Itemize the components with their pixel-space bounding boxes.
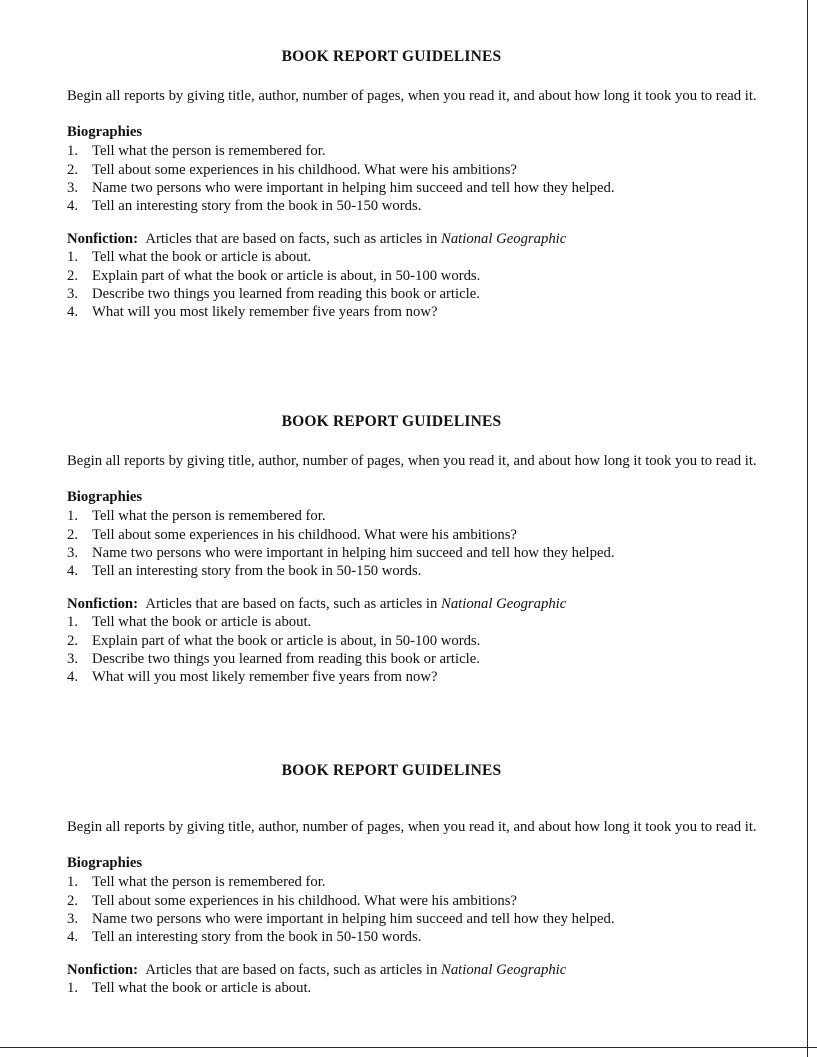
list-item xyxy=(67,650,760,668)
list-item-number: 1. xyxy=(67,614,79,631)
list-item-text: Tell what the person is remembered for. xyxy=(92,143,326,160)
spacer xyxy=(67,216,760,231)
nonfiction-heading xyxy=(67,596,760,614)
nonfiction-publication-title: National Geographic xyxy=(441,230,567,247)
biographies-heading xyxy=(67,855,760,873)
list-item-number: 4. xyxy=(67,198,79,215)
biographies-list xyxy=(67,873,760,946)
intro-paragraph: Begin all reports by giving title, author, number of pages, when you read it, and about how long it took you to read it. xyxy=(67,453,757,470)
list-item-text: Tell what the book or article is about. xyxy=(92,614,312,631)
list-item xyxy=(67,526,760,544)
list-item-text: Describe two things you learned from reading this book or article. xyxy=(92,286,480,303)
list-item xyxy=(67,197,760,215)
spacer xyxy=(67,581,760,596)
spacer xyxy=(67,470,760,489)
list-item xyxy=(67,142,760,160)
biographies-heading xyxy=(67,124,760,142)
list-item-number: 2. xyxy=(67,526,79,543)
list-item-text: Tell what the person is remembered for. xyxy=(92,874,326,891)
list-item-number: 2. xyxy=(67,892,79,909)
list-item-number: 1. xyxy=(67,508,79,525)
list-item-text: Name two persons who were important in helping him succeed and tell how they helped. xyxy=(92,910,615,927)
list-item xyxy=(67,562,760,580)
list-item xyxy=(67,873,760,891)
list-item-text: Explain part of what the book or article is about, in 50-100 words. xyxy=(92,267,481,284)
list-item xyxy=(67,303,760,321)
list-item-number: 2. xyxy=(67,161,79,178)
list-item xyxy=(67,928,760,946)
list-item-number: 3. xyxy=(67,910,79,927)
list-item-text: Explain part of what the book or article is about, in 50-100 words. xyxy=(92,632,481,649)
list-item-number: 3. xyxy=(67,286,79,303)
intro-paragraph: Begin all reports by giving title, author, number of pages, when you read it, and about how long it took you to read it. xyxy=(67,88,757,105)
list-item-number: 1. xyxy=(67,874,79,891)
spacer xyxy=(67,105,760,124)
list-item-number: 4. xyxy=(67,669,79,686)
list-item-text: Tell what the book or article is about. xyxy=(92,980,312,997)
list-item-text: What will you most likely remember five years from now? xyxy=(92,669,438,686)
nonfiction-heading-label: Nonfiction: xyxy=(67,961,138,978)
list-item-number: 1. xyxy=(67,980,79,997)
biographies-heading-label: Biographies xyxy=(67,855,143,872)
nonfiction-heading xyxy=(67,231,760,249)
list-item xyxy=(67,285,760,303)
guidelines-block-3 xyxy=(67,762,760,998)
list-item-number: 3. xyxy=(67,179,79,196)
list-item-text: Name two persons who were important in helping him succeed and tell how they helped. xyxy=(92,544,615,561)
list-item-number: 3. xyxy=(67,651,79,668)
list-item-text: Tell what the book or article is about. xyxy=(92,249,312,266)
nonfiction-description: Articles that are based on facts, such as articles in xyxy=(145,595,438,612)
biographies-heading-label: Biographies xyxy=(67,124,143,141)
nonfiction-heading xyxy=(67,962,760,980)
list-item-text: What will you most likely remember five years from now? xyxy=(92,304,438,321)
list-item-number: 1. xyxy=(67,249,79,266)
nonfiction-publication-title: National Geographic xyxy=(441,961,567,978)
page-title: BOOK REPORT GUIDELINES xyxy=(281,762,502,779)
list-item-number: 4. xyxy=(67,929,79,946)
list-item xyxy=(67,910,760,928)
page-edge-line-right xyxy=(807,0,808,1057)
list-item xyxy=(67,668,760,686)
list-item xyxy=(67,613,760,631)
spacer xyxy=(67,836,760,855)
nonfiction-list xyxy=(67,248,760,321)
nonfiction-list xyxy=(67,613,760,686)
guidelines-block-2 xyxy=(67,413,760,687)
list-item xyxy=(67,179,760,197)
nonfiction-description: Articles that are based on facts, such as articles in xyxy=(145,961,438,978)
list-item-number: 3. xyxy=(67,544,79,561)
list-item-number: 4. xyxy=(67,304,79,321)
spacer xyxy=(67,65,760,87)
list-item xyxy=(67,979,760,997)
list-item xyxy=(67,507,760,525)
page-title: BOOK REPORT GUIDELINES xyxy=(281,413,502,430)
page-edge-line-bottom xyxy=(0,1047,817,1048)
biographies-list xyxy=(67,507,760,580)
biographies-heading-label: Biographies xyxy=(67,489,143,506)
list-item-text: Tell about some experiences in his childhood. What were his ambitions? xyxy=(92,161,517,178)
nonfiction-heading-label: Nonfiction: xyxy=(67,230,138,247)
list-item-text: Tell about some experiences in his childhood. What were his ambitions? xyxy=(92,892,517,909)
list-item xyxy=(67,161,760,179)
nonfiction-heading-label: Nonfiction: xyxy=(67,595,138,612)
biographies-heading xyxy=(67,489,760,507)
list-item-text: Describe two things you learned from reading this book or article. xyxy=(92,651,480,668)
list-item xyxy=(67,892,760,910)
list-item-number: 2. xyxy=(67,267,79,284)
list-item-text: Tell an interesting story from the book in 50-150 words. xyxy=(92,198,422,215)
spacer xyxy=(67,947,760,962)
list-item xyxy=(67,544,760,562)
spacer xyxy=(67,779,760,818)
list-item xyxy=(67,248,760,266)
list-item-number: 1. xyxy=(67,143,79,160)
list-item-text: Tell what the person is remembered for. xyxy=(92,508,326,525)
page-title: BOOK REPORT GUIDELINES xyxy=(281,48,502,65)
list-item-number: 2. xyxy=(67,632,79,649)
list-item-number: 4. xyxy=(67,563,79,580)
list-item xyxy=(67,632,760,650)
list-item-text: Tell an interesting story from the book in 50-150 words. xyxy=(92,929,422,946)
nonfiction-publication-title: National Geographic xyxy=(441,595,567,612)
list-item-text: Tell about some experiences in his childhood. What were his ambitions? xyxy=(92,526,517,543)
spacer xyxy=(67,430,760,452)
list-item-text: Tell an interesting story from the book in 50-150 words. xyxy=(92,563,422,580)
nonfiction-list xyxy=(67,979,760,997)
guidelines-block-1 xyxy=(67,48,760,322)
nonfiction-description: Articles that are based on facts, such as articles in xyxy=(145,230,438,247)
list-item-text: Name two persons who were important in helping him succeed and tell how they helped. xyxy=(92,179,615,196)
intro-paragraph: Begin all reports by giving title, author, number of pages, when you read it, and about how long it took you to read it. xyxy=(67,819,757,836)
biographies-list xyxy=(67,142,760,215)
list-item xyxy=(67,267,760,285)
